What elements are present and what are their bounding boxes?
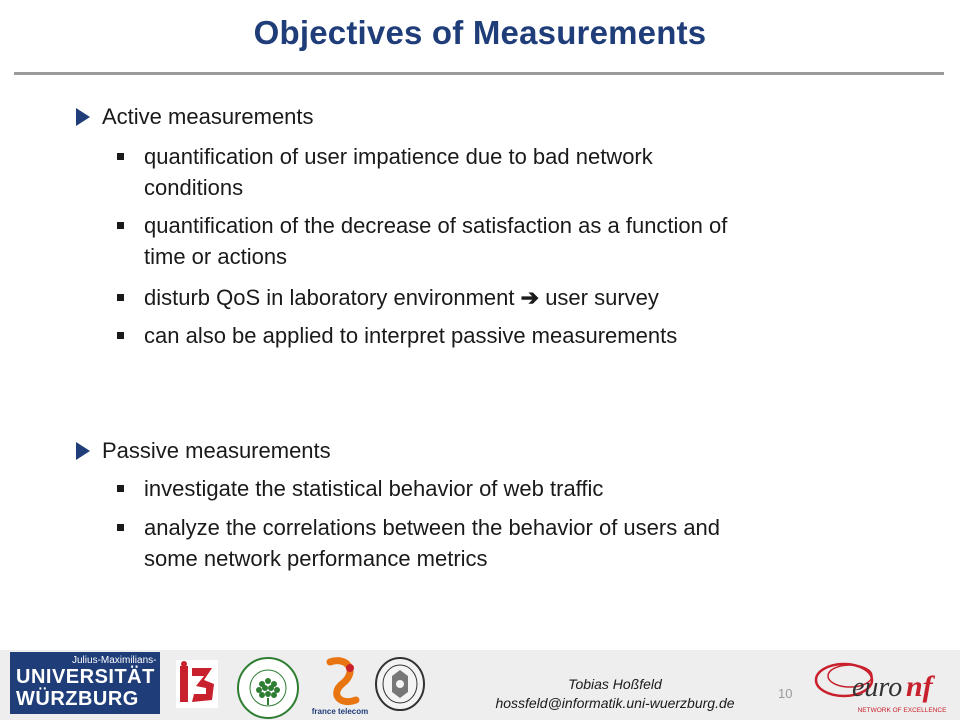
- bullet-item: [117, 473, 884, 504]
- triangle-bullet-icon: [76, 108, 90, 126]
- logo-nf-text: nf: [906, 670, 933, 703]
- square-bullet-icon: [117, 485, 124, 492]
- author-block: [440, 675, 793, 713]
- logo-euro-sub-text: NETWORK OF EXCELLENCE: [857, 707, 947, 714]
- france-telecom-logo-icon: [310, 654, 370, 718]
- section-heading-label: Active measurements: [102, 104, 314, 129]
- bullet-text-line: time or actions: [144, 244, 288, 269]
- bullet-text-line: some network performance metrics: [144, 546, 488, 571]
- logo-ft-text: france telecom: [311, 707, 369, 716]
- bullet-text: user survey: [539, 285, 659, 310]
- bullet-text-line: analyze the correlations between the behavior of users and: [144, 515, 721, 540]
- logo-uni-line2: WÜRZBURG: [16, 688, 139, 710]
- section-heading-label: Passive measurements: [102, 438, 331, 463]
- bullet-text-line: can also be applied to interpret passive measurements: [144, 323, 678, 348]
- i3-logo-icon: [176, 660, 218, 708]
- logo-uni-line1: UNIVERSITÄT: [16, 666, 155, 688]
- section-heading-passive: [76, 438, 331, 464]
- bullet-text-line: quantification of the decrease of satisfaction as a function of: [144, 213, 728, 238]
- slide-title: Objectives of Measurements: [253, 14, 707, 51]
- logo-euro-text: euro: [852, 672, 903, 703]
- square-bullet-icon: [117, 524, 124, 531]
- title-divider: [14, 72, 944, 75]
- author-name: Tobias Hoßfeld: [568, 676, 662, 692]
- bullet-item: [117, 210, 884, 272]
- bullet-item: [117, 320, 884, 351]
- bullet-text-line: quantification of user impatience due to bad network: [144, 144, 653, 169]
- square-bullet-icon: [117, 222, 124, 229]
- right-arrow-icon: ➔: [520, 285, 540, 310]
- bullet-item: [117, 512, 884, 574]
- euronf-logo-icon: [806, 654, 956, 718]
- bullet-item: [117, 141, 884, 203]
- bullet-text-line: conditions: [144, 175, 244, 200]
- bullet-text-line: investigate the statistical behavior of web traffic: [144, 476, 604, 501]
- university-seal-icon: [374, 656, 426, 712]
- triangle-bullet-icon: [76, 442, 90, 460]
- logo-uni-small-text: Julius-Maximilians-: [72, 655, 157, 666]
- square-bullet-icon: [117, 153, 124, 160]
- square-bullet-icon: [117, 332, 124, 339]
- bullet-item: [117, 282, 884, 313]
- page-number: 10: [778, 686, 793, 701]
- author-email: hossfeld@informatik.uni-wuerzburg.de: [495, 695, 735, 711]
- university-wuerzburg-logo: [10, 652, 160, 714]
- bth-logo-icon: [236, 656, 300, 720]
- bullet-text: disturb QoS in laboratory environment: [144, 285, 521, 310]
- square-bullet-icon: [117, 294, 124, 301]
- section-heading-active: [76, 104, 314, 130]
